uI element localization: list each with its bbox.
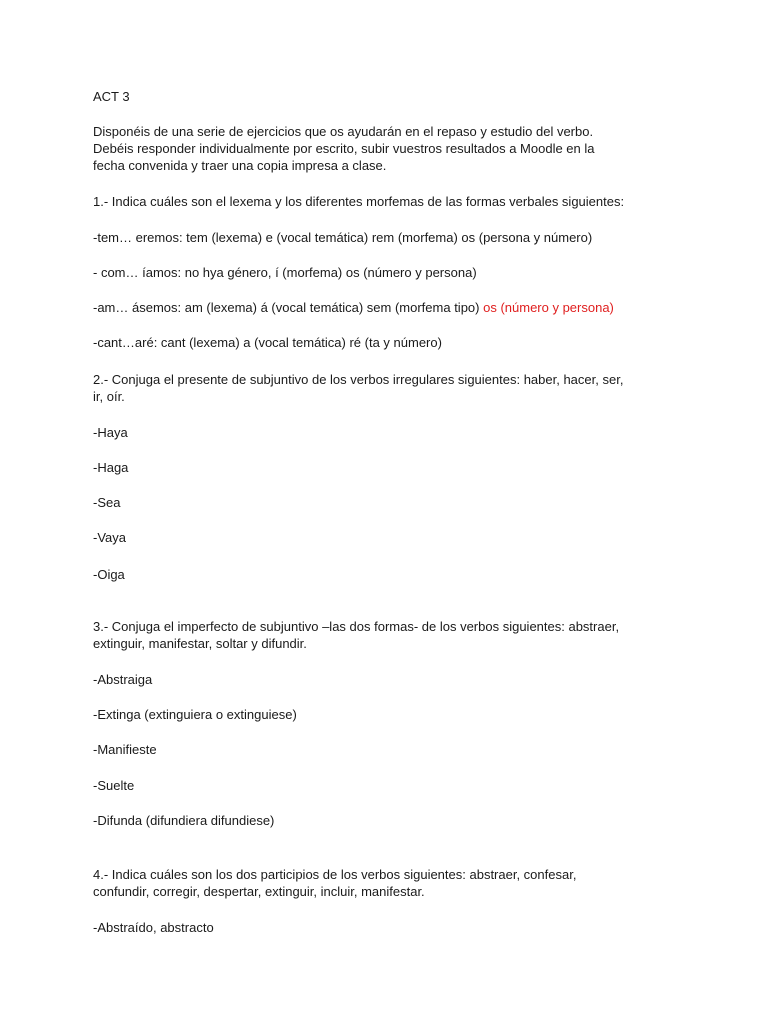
doc-title: ACT 3	[93, 89, 130, 104]
question-2-answer: -Sea	[93, 495, 121, 510]
question-3-answer: -Difunda (difundiera difundiese)	[93, 813, 275, 828]
question-3-answer: -Suelte	[93, 778, 135, 793]
question-1-answer: -cant…aré: cant (lexema) a (vocal temática) ré (ta y número)	[93, 335, 442, 350]
question-1-answer: - com… íamos: no hya género, í (morfema) os (número y persona)	[93, 265, 477, 280]
highlighted-answer-text: os (número y persona)	[483, 300, 614, 315]
intro-paragraph: Disponéis de una serie de ejercicios que os ayudarán en el repaso y estudio del verbo. Debéis responder individualmente por escrito, subir vuestros resultados a Moodle en la fecha convenida y traer una copia impresa a clase.	[93, 124, 595, 173]
question-3-answer: -Extinga (extinguiera o extinguiese)	[93, 707, 297, 722]
question-1-answer	[93, 299, 693, 316]
question-4-answer: -Abstraído, abstracto	[93, 920, 214, 935]
question-2-answer: -Vaya	[93, 530, 126, 545]
question-1-answer: -tem… eremos: tem (lexema) e (vocal temática) rem (morfema) os (persona y número)	[93, 230, 593, 245]
question-3-prompt: 3.- Conjuga el imperfecto de subjuntivo –las dos formas- de los verbos siguientes: abstraer, extinguir, manifestar, soltar y difundir.	[93, 619, 620, 651]
question-3-answer: -Manifieste	[93, 742, 157, 757]
question-4-prompt: 4.- Indica cuáles son los dos participios de los verbos siguientes: abstraer, confesar, confundir, corregir, despertar, extinguir, incluir, manifestar.	[93, 867, 577, 899]
question-2-answer: -Haga	[93, 460, 129, 475]
question-1-prompt: 1.- Indica cuáles son el lexema y los diferentes morfemas de las formas verbales siguientes:	[93, 194, 625, 209]
answer-text: -am… ásemos: am (lexema) á (vocal temática) sem (morfema tipo)	[93, 300, 484, 315]
question-2-prompt: 2.- Conjuga el presente de subjuntivo de los verbos irregulares siguientes: haber, hacer, ser, ir, oír.	[93, 372, 624, 404]
question-2-answer: -Oiga	[93, 567, 125, 582]
question-3-answer: -Abstraiga	[93, 672, 153, 687]
question-2-answer: -Haya	[93, 425, 128, 440]
